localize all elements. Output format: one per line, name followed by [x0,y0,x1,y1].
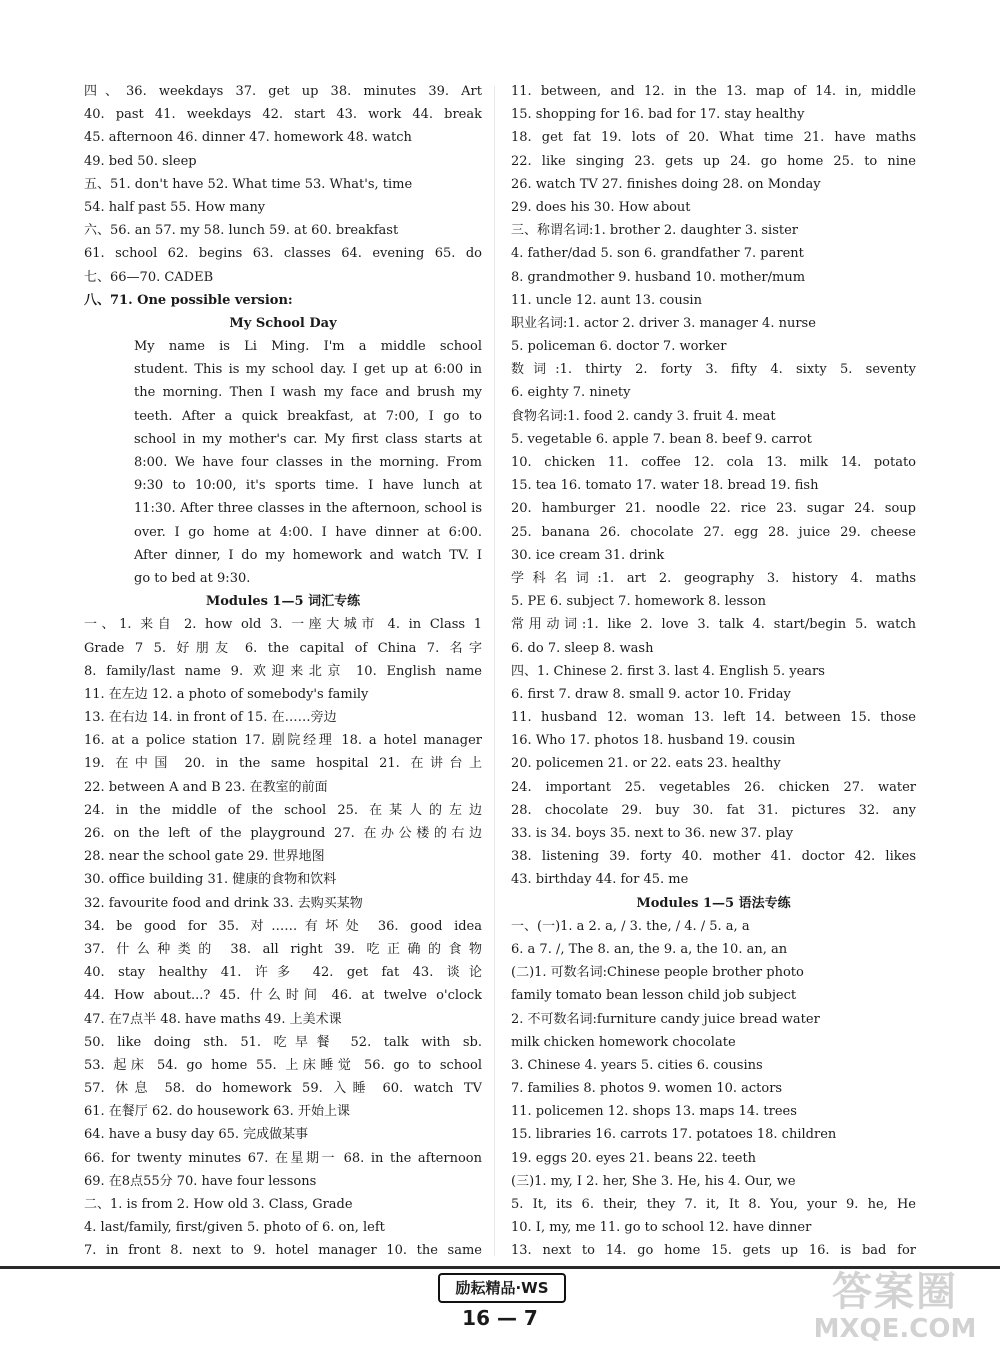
answer-line: 11. policemen 12. shops 13. maps 14. trees [511,1104,797,1120]
answer-line: 10. chicken 11. coffee 12. cola 13. milk 14. potato [511,455,916,470]
answer-line: family tomato bean lesson child job subject [511,988,797,1004]
answer-line: 8:00. We have four classes in the morning. From [134,455,482,470]
answer-line: 7. families 8. photos 9. women 10. actors [511,1081,783,1097]
answer-line: 一、1. 来自 2. how old 3. 一座大城市 4. in Class 1 [84,617,482,633]
section-heading: Modules 1—5 词汇专练 [205,594,361,610]
answer-line: 24. in the middle of the school 25. 在某人的左边 [84,802,482,818]
answer-line: 40. stay healthy 41. 许多 42. get fat 43. 谈论 [84,965,482,981]
answer-line: 30. office building 31. 健康的食物和饮料 [84,872,337,888]
answer-line: 三、称谓名词:1. brother 2. daughter 3. sister [511,223,799,239]
answer-line: 20. policemen 21. or 22. eats 23. healthy [511,756,781,772]
answer-line: 19. eggs 20. eyes 21. beans 22. teeth [511,1150,757,1166]
answer-line: 8. grandmother 9. husband 10. mother/mum [511,269,806,285]
answer-line: 64. have a busy day 65. 完成做某事 [84,1127,309,1143]
section-heading: Modules 1—5 语法专练 [636,895,791,911]
answer-line: 一、(一)1. a 2. a, / 3. the, / 4. / 5. a, a [511,918,750,934]
answer-line: 66. for twenty minutes 67. 在星期一 68. in the afternoon [84,1150,482,1166]
answer-line: 5. vegetable 6. apple 7. bean 8. beef 9. carrot [511,431,812,447]
answer-line: 18. get fat 19. lots of 20. What time 21. have maths [511,130,916,146]
answer-line: 八、71. One possible version: [84,292,293,308]
answer-line: 6. do 7. sleep 8. wash [511,640,654,656]
answer-line: 11:30. After three classes in the afternoon, school is [134,501,482,517]
answer-line: 22. between A and B 23. 在教室的前面 [84,779,328,795]
answer-line: 四、36. weekdays 37. get up 38. minutes 39. Art [84,84,482,99]
answer-line: After dinner, I do my homework and watch TV. I [134,547,482,563]
answer-line: 29. does his 30. How about [511,199,691,215]
column-divider [494,86,495,1256]
answer-line: 11. between, and 12. in the 13. map of 14. in, middle [511,84,916,99]
watermark [800,1270,990,1346]
watermark-title: 答案圈 [832,1269,958,1315]
answer-line: 8. family/last name 9. 欢迎来北京 10. English name [84,663,482,679]
answer-line: 6. eighty 7. ninety [511,385,631,401]
answer-line: the morning. Then I wash my face and brush my [134,385,482,401]
answer-line: 28. near the school gate 29. 世界地图 [84,849,325,865]
answer-line: 15. libraries 16. carrots 17. potatoes 18. children [511,1127,837,1143]
answer-line: 4. father/dad 5. son 6. grandfather 7. parent [511,246,804,262]
answer-line: 7. in front 8. next to 9. hotel manager 10. the same [84,1243,482,1259]
answer-line: 6. first 7. draw 8. small 9. actor 10. Friday [511,686,791,702]
answer-line: 24. important 25. vegetables 26. chicken 27. water [511,779,916,795]
answer-line: 15. tea 16. tomato 17. water 18. bread 19. fish [511,478,819,494]
right-column [511,80,916,1263]
answer-line: 11. 在左边 12. a photo of somebody's family [84,686,369,702]
answer-line: 5. policeman 6. doctor 7. worker [511,339,727,355]
answer-line: 常用动词:1. like 2. love 3. talk 4. start/begin 5. watch [511,617,916,633]
answer-line: 38. listening 39. forty 40. mother 41. doctor 42. likes [511,849,916,865]
answer-line: 25. banana 26. chocolate 27. egg 28. juice 29. cheese [511,524,916,540]
left-column [84,80,482,1263]
answer-line: 30. ice cream 31. drink [511,547,665,563]
section-heading: My School Day [229,315,337,331]
answer-line: 54. half past 55. How many [84,199,266,215]
answer-line: 50. like doing sth. 51. 吃早餐 52. talk with sb. [84,1034,482,1050]
answer-line: 15. shopping for 16. bad for 17. stay healthy [511,107,805,123]
answer-line: 职业名词:1. actor 2. driver 3. manager 4. nurse [511,315,816,331]
answer-line: 5. PE 6. subject 7. homework 8. lesson [511,594,767,610]
answer-line: 32. favourite food and drink 33. 去购买某物 [84,895,363,911]
answer-line: 5. It, its 6. their, they 7. it, It 8. You, your 9. he, He [511,1197,916,1212]
answer-line: 34. be good for 35. 对……有坏处 36. good idea [84,918,482,934]
answer-line: 26. watch TV 27. finishes doing 28. on Monday [511,176,821,192]
answer-line: school in my mother's car. My first class starts at [134,431,482,447]
answer-line: Grade 7 5. 好朋友 6. the capital of China 7. 名字 [84,640,482,656]
answer-line: 53. 起床 54. go home 55. 上床睡觉 56. go to school [84,1057,482,1073]
answer-line: teeth. After a quick breakfast, at 7:00, I go to [134,408,482,424]
answer-line: 食物名词:1. food 2. candy 3. fruit 4. meat [511,408,776,424]
answer-line: 45. afternoon 46. dinner 47. homework 48. watch [84,130,412,146]
answer-line: 11. husband 12. woman 13. left 14. between 15. those [511,710,916,726]
answer-line: 10. I, my, me 11. go to school 12. have dinner [511,1220,812,1236]
answer-line: 20. hamburger 21. noodle 22. rice 23. sugar 24. soup [511,501,916,517]
answer-line: (二)1. 可数名词:Chinese people brother photo [511,965,804,981]
answer-line: 6. a 7. /, The 8. an, the 9. a, the 10. an, an [511,941,788,957]
answer-line: 六、56. an 57. my 58. lunch 59. at 60. breakfast [84,223,399,239]
answer-line: 43. birthday 44. for 45. me [511,872,689,888]
answer-line: 47. 在7点半 48. have maths 49. 上美术课 [84,1011,342,1027]
answer-line: 3. Chinese 4. years 5. cities 6. cousins [511,1057,763,1073]
answer-line: 37. 什么种类的 38. all right 39. 吃正确的食物 [84,941,482,957]
answer-line: 61. 在餐厅 62. do housework 63. 开始上课 [84,1104,350,1120]
answer-line: over. I go home at 4:00. I have dinner at 6:00. [134,524,482,540]
answer-line: 16. at a police station 17. 剧院经理 18. a hotel manager [84,733,482,749]
answer-line: 13. next to 14. go home 15. gets up 16. is bad for [511,1243,916,1259]
answer-line: 40. past 41. weekdays 42. start 43. work 44. break [84,107,482,123]
page-number: 16 — 7 [462,1306,538,1330]
watermark-url: MXQE.COM [813,1314,977,1344]
answer-line: 四、1. Chinese 2. first 3. last 4. English 5. years [511,663,825,679]
answer-line: 11. uncle 12. aunt 13. cousin [511,292,702,308]
answer-line: 9:30 to 10:00, it's sports time. I have lunch at [134,478,482,494]
answer-line: student. This is my school day. I get up at 6:00 in [134,362,482,378]
answer-line: go to bed at 9:30. [134,570,251,586]
answer-line: 13. 在右边 14. in front of 15. 在……旁边 [84,710,337,726]
brand-logo: 励耘精品·WS [438,1273,566,1303]
answer-line: 16. Who 17. photos 18. husband 19. cousin [511,733,796,749]
answer-line: 28. chocolate 29. buy 30. fat 31. pictures 32. any [511,802,916,818]
answer-line: milk chicken homework chocolate [511,1034,736,1050]
answer-line: 26. on the left of the playground 27. 在办公楼的右边 [84,826,482,841]
answer-line: 七、66—70. CADEB [84,269,214,285]
answer-line: 五、51. don't have 52. What time 53. What's, time [84,176,413,192]
answer-line: 49. bed 50. sleep [84,153,197,169]
answer-line: 19. 在中国 20. in the same hospital 21. 在讲台上 [84,756,482,772]
answer-line: 二、1. is from 2. How old 3. Class, Grade [84,1197,353,1212]
answer-line: 33. is 34. boys 35. next to 36. new 37. play [511,826,794,841]
answer-line: 22. like singing 23. gets up 24. go home 25. to nine [511,153,916,169]
answer-line: 数词:1. thirty 2. forty 3. fifty 4. sixty 5. seventy [511,362,916,378]
answer-line: 61. school 62. begins 63. classes 64. evening 65. do [84,246,482,262]
answer-line: My name is Li Ming. I'm a middle school [134,339,482,355]
answer-line: 学科名词:1. art 2. geography 3. history 4. maths [511,570,916,586]
answer-line: 44. How about...? 45. 什么时间 46. at twelve o'clock [84,988,482,1004]
answer-line: 57. 休息 58. do homework 59. 入睡 60. watch TV [84,1081,482,1097]
answer-line: (三)1. my, I 2. her, She 3. He, his 4. Our, we [511,1173,796,1189]
answer-line: 4. last/family, first/given 5. photo of 6. on, left [84,1220,385,1236]
answer-line: 69. 在8点55分 70. have four lessons [84,1173,317,1189]
answer-line: 2. 不可数名词:furniture candy juice bread water [511,1011,820,1027]
